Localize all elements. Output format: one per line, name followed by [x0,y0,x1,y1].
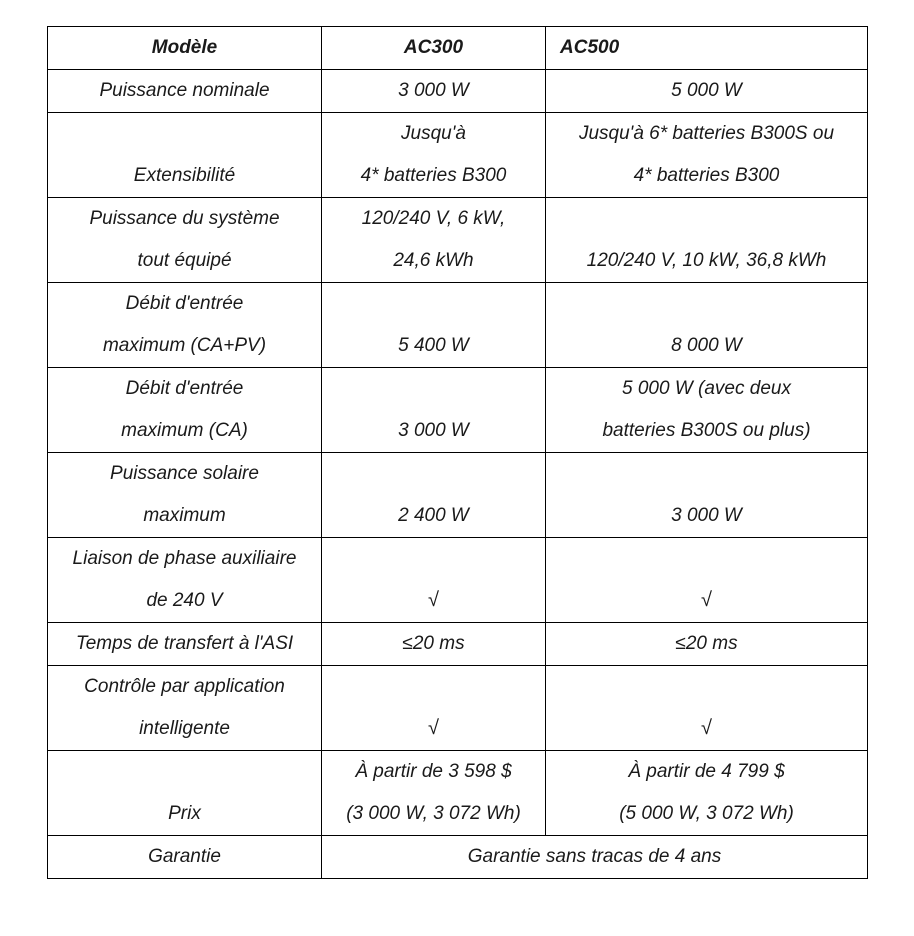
table-row [48,666,868,751]
header-model: Modèle [48,27,322,70]
ac500-value [546,453,868,538]
row-label [48,283,322,368]
ac300-value [322,623,546,666]
cell-text: 5 000 W [671,80,742,101]
row-label [48,453,322,538]
ac300-value [322,751,546,836]
table-row [48,283,868,368]
cell-text: 5 400 W [398,335,469,356]
ac500-value [546,623,868,666]
table-row [48,751,868,836]
cell-text: Puissance du système [89,208,280,229]
check-mark-icon: √ [701,717,712,739]
cell-text: maximum (CA+PV) [102,335,267,356]
cell-text: 3 000 W [398,420,469,441]
cell-text: 120/240 V, 10 kW, 36,8 kWh [586,250,827,271]
row-label [48,198,322,283]
cell-text: 8 000 W [671,335,742,356]
cell-text: 24,6 kWh [393,250,474,271]
ac500-value [546,113,868,198]
cell-text: À partir de 4 799 $ [628,761,785,782]
cell-text: Jusqu'à [401,123,466,144]
warranty-value: Garantie sans tracas de 4 ans [322,836,868,879]
check-mark-icon: √ [428,717,439,739]
cell-text: Temps de transfert à l'ASI [75,633,294,654]
cell-text: 3 000 W [398,80,469,101]
cell-text: Puissance nominale [99,80,270,101]
cell-text: ≤20 ms [675,633,738,654]
cell-text: Liaison de phase auxiliaire [72,548,297,569]
cell-text: Débit d'entrée [125,293,244,314]
check-mark-icon: √ [428,589,439,611]
ac500-value [546,70,868,113]
cell-text: maximum (CA) [121,420,248,441]
table-row [48,453,868,538]
row-label [48,751,322,836]
cell-text: Prix [168,803,201,824]
ac300-value [322,368,546,453]
warranty-label: Garantie [48,836,322,879]
cell-text: (3 000 W, 3 072 Wh) [346,803,521,824]
check-mark-icon: √ [701,589,712,611]
cell-text: intelligente [139,718,230,739]
row-label [48,538,322,623]
cell-text: Extensibilité [133,165,236,186]
row-label [48,623,322,666]
cell-text: (5 000 W, 3 072 Wh) [619,803,794,824]
table-row [48,538,868,623]
cell-text: 3 000 W [671,505,742,526]
ac500-value [546,538,868,623]
cell-text: ≤20 ms [402,633,465,654]
ac300-value [322,113,546,198]
cell-text: batteries B300S ou plus) [602,420,811,441]
cell-text: Jusqu'à 6* batteries B300S ou [578,123,835,144]
ac300-value [322,198,546,283]
cell-text: 120/240 V, 6 kW, [361,208,506,229]
ac500-value [546,666,868,751]
cell-text: 4* batteries B300 [360,165,507,186]
ac500-value [546,283,868,368]
cell-text: 4* batteries B300 [633,165,780,186]
cell-text: Débit d'entrée [125,378,244,399]
row-label [48,368,322,453]
cell-text: 5 000 W (avec deux [622,378,791,399]
cell-text: tout équipé [137,250,232,271]
ac500-value [546,368,868,453]
table-row [48,368,868,453]
table-row [48,623,868,666]
header-ac300: AC300 [322,27,546,70]
ac300-value [322,70,546,113]
ac300-value [322,538,546,623]
cell-text: Contrôle par application [84,676,285,697]
row-label [48,70,322,113]
table-row [48,70,868,113]
ac300-value [322,666,546,751]
ac500-value [546,198,868,283]
table-body [48,70,868,836]
comparison-table [47,26,868,879]
cell-text: Puissance solaire [110,463,259,484]
cell-text: maximum [143,505,226,526]
cell-text: À partir de 3 598 $ [355,761,512,782]
cell-text: 2 400 W [398,505,469,526]
cell-text: de 240 V [146,590,223,611]
ac500-value [546,751,868,836]
ac300-value [322,283,546,368]
ac300-value [322,453,546,538]
table-row [48,198,868,283]
table-header-row [48,27,868,70]
header-ac500: AC500 [546,27,868,70]
warranty-row [48,836,868,879]
row-label [48,113,322,198]
table-row [48,113,868,198]
row-label [48,666,322,751]
